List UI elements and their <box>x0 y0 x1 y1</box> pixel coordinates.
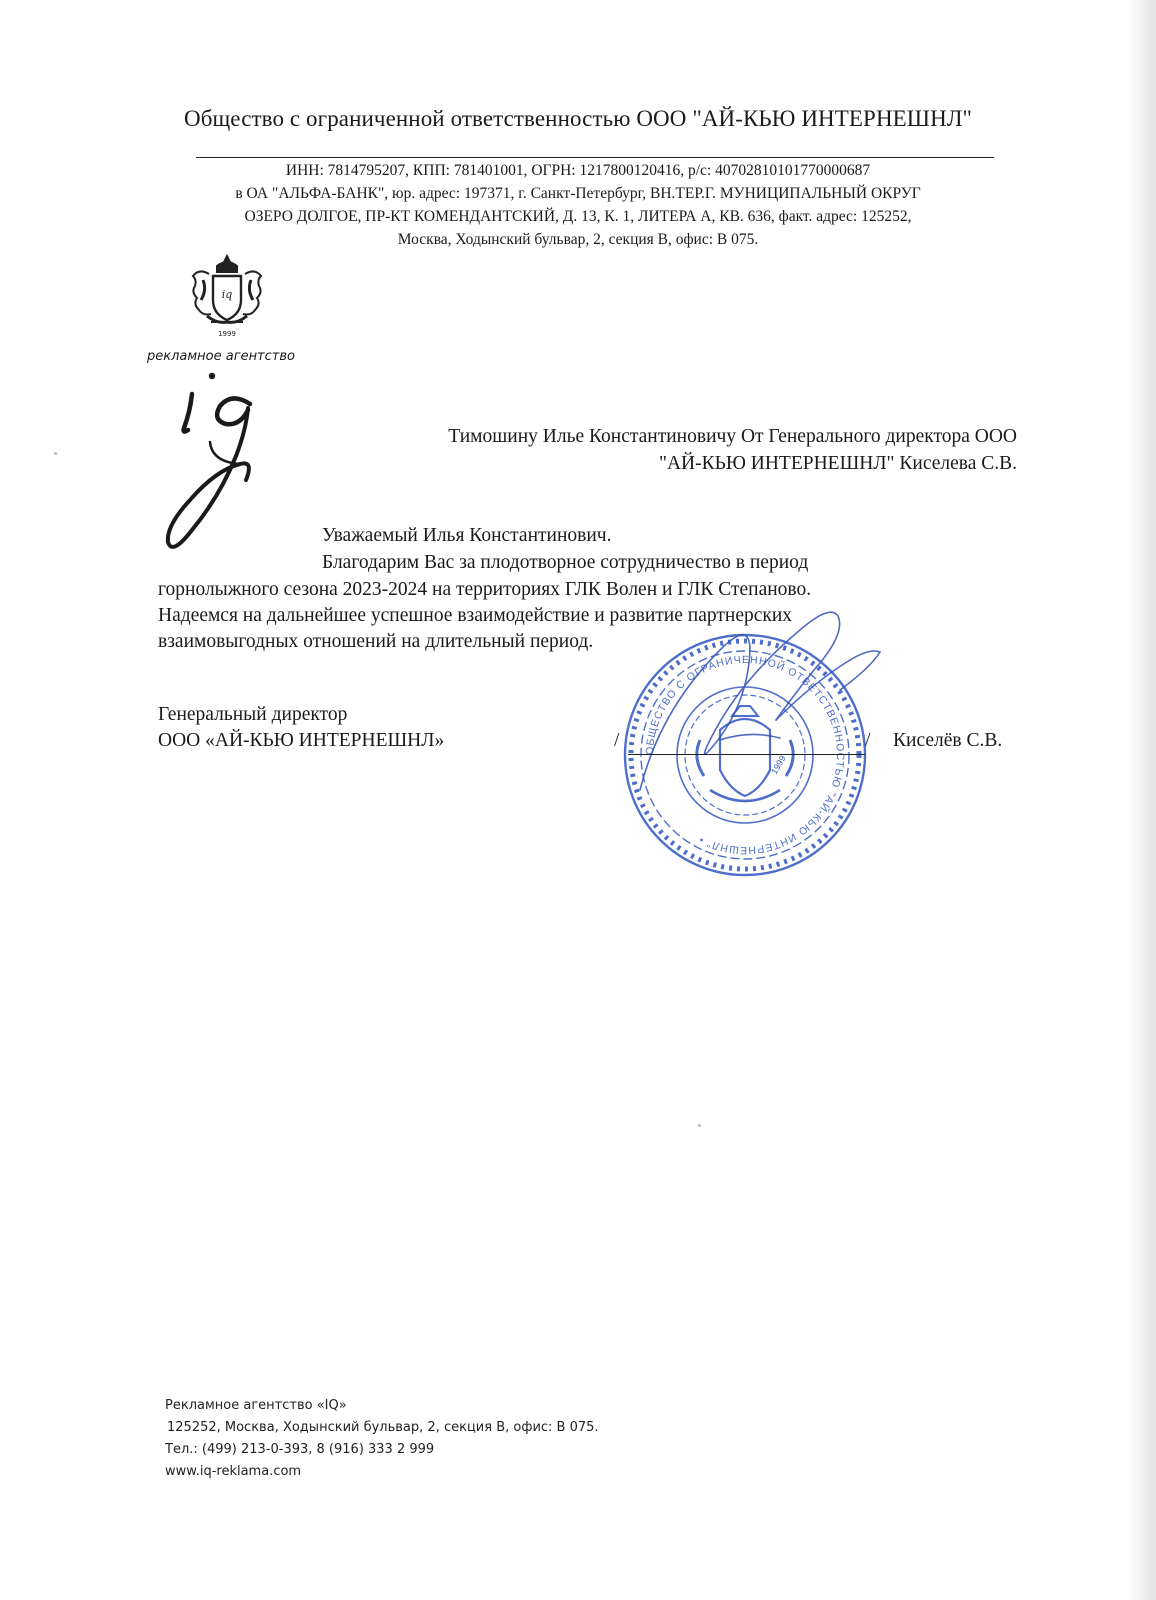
addressee-line-1: Тимошину Илье Константиновичу От Генерального директора ООО <box>448 426 1017 447</box>
letter-body-line-2: горнолыжного сезона 2023-2024 на территориях ГЛК Волен и ГЛК Степаново. <box>158 579 812 600</box>
requisites-line-4: Москва, Ходынский бульвар, 2, секция В, офис: В 075. <box>397 231 759 248</box>
signature-slash-left: / <box>614 730 620 751</box>
addressee-line-2: "АЙ-КЬЮ ИНТЕРНЕШНЛ" Киселева С.В. <box>659 453 1017 474</box>
signatory-company: ООО «АЙ-КЬЮ ИНТЕРНЕШНЛ» <box>158 730 445 751</box>
footer-phone: Тел.: (499) 213-0-393, 8 (916) 333 2 999 <box>165 1442 435 1457</box>
signature-line <box>628 754 865 755</box>
signature-slash-right: / <box>865 730 871 751</box>
requisites-line-3: ОЗЕРО ДОЛГОЕ, ПР-КТ КОМЕНДАНТСКИЙ, Д. 13, К. 1, ЛИТЕРА А, КВ. 636, факт. адрес: 125252, <box>244 208 912 225</box>
requisites-line-1: ИНН: 7814795207, КПП: 781401001, ОГРН: 1217800120416, р/с: 40702810101770000687 <box>285 162 871 179</box>
letter-body-line-3: Надеемся на дальнейшее успешное взаимодействие и развитие партнерских <box>158 605 793 626</box>
signatory-name: Киселёв С.В. <box>893 730 1003 751</box>
crest-monogram: iq <box>221 288 233 301</box>
letter-body-line-1: Благодарим Вас за плодотворное сотрудничество в период <box>322 552 809 573</box>
iq-logo-text: iq <box>150 370 151 371</box>
footer-address: 125252, Москва, Ходынский бульвар, 2, секция В, офис: В 075. <box>167 1420 599 1435</box>
letter-body-line-4: взаимовыгодных отношений на длительный период. <box>158 631 594 652</box>
seal-ring-text: ОБЩЕСТВО С ОГРАНИЧЕННОЙ ОТВЕТСТВЕННОСТЬЮ "АЙ-КЬЮ ИНТЕРНЕШНЛ" • <box>643 653 847 857</box>
signatory-title: Генеральный директор <box>158 704 348 725</box>
company-seal-stamp <box>600 590 890 880</box>
scan-speck <box>54 452 57 455</box>
letter-greeting: Уважаемый Илья Константинович. <box>322 525 612 546</box>
iq-logo-icon <box>150 370 280 566</box>
agency-tagline: рекламное агентство <box>147 349 295 364</box>
company-full-name: Общество с ограниченной ответственностью ООО "АЙ-КЬЮ ИНТЕРНЕШНЛ" <box>183 106 973 131</box>
requisites-line-2: в ОА "АЛЬФА-БАНК", юр. адрес: 197371, г. Санкт-Петербург, ВН.ТЕР.Г. МУНИЦИПАЛЬНЫЙ ОКРУГ <box>235 185 921 202</box>
crest-year: 1999 <box>218 330 236 338</box>
footer-agency: Рекламное агентство «IQ» <box>165 1398 347 1413</box>
addressee-block <box>448 423 1017 477</box>
letterhead-rule <box>196 157 994 158</box>
scan-speck <box>698 1124 701 1127</box>
seal-year: 1999 <box>769 753 788 776</box>
footer-website: www.iq-reklama.com <box>165 1464 302 1479</box>
company-crest-icon <box>187 254 267 340</box>
